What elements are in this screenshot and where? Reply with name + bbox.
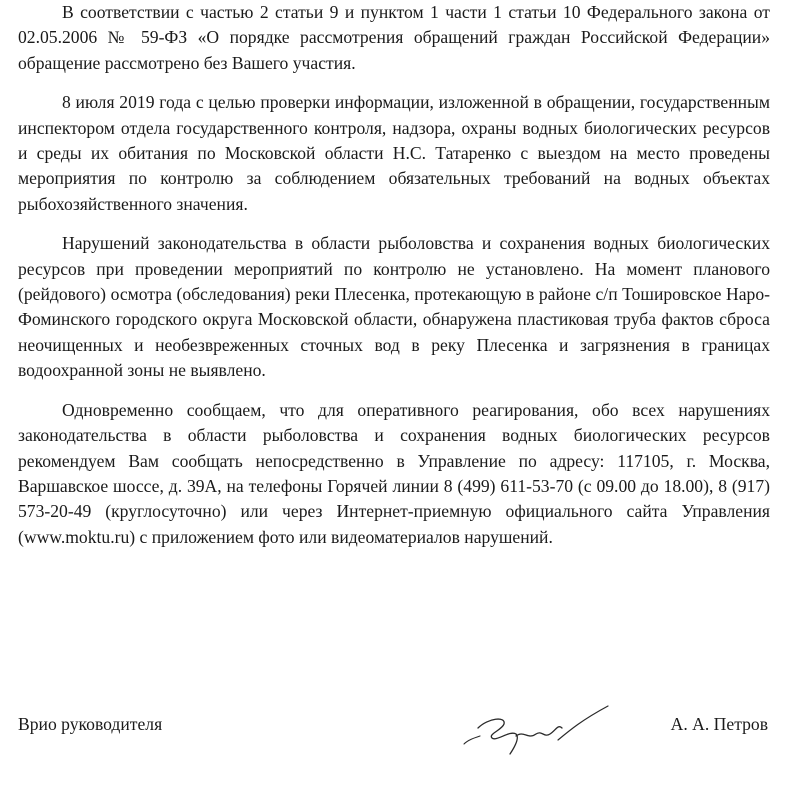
paragraph-findings: Нарушений законодательства в области рыболовства и сохранения водных биологических ресурсов при проведении мероприятий по контролю не установлено. На момент планового (рейдового) осмотра (обследования) реки Плесенка, протекающую в районе с/п Тошировское Наро-Фоминского городского округа Московской области, обнаружена пластиковая труба фактов сброса неочищенных и необезвреженных сточных вод в реку Плесенка и загрязнения в границах водоохранной зоны не выявлено. [18, 233, 770, 381]
paragraph-legal-basis: В соответствии с частью 2 статьи 9 и пунктом 1 части 1 статьи 10 Федерального закона от 02.05.2006 № 59-ФЗ «О порядке рассмотрения обращений граждан Российской Федерации» обращение рассмотрено без Вашего участия. [18, 2, 770, 73]
letter-page [18, 0, 770, 812]
signature-block [18, 700, 770, 770]
paragraph-contacts: Одновременно сообщаем, что для оперативного реагирования, обо всех нарушениях законодательства в области рыболовства и сохранения водных биологических ресурсов рекомендуем Вам сообщать непосредственно в Управление по адресу: 117105, г. Москва, Варшавское шоссе, д. 39А, на телефоны Горячей линии 8 (499) 611-53-70 (с 09.00 до 18.00), 8 (917) 573-20-49 (круглосуточно) или через Интернет-приемную официального сайта Управления (www.moktu.ru) с приложением фото или видеоматериалов нарушений. [18, 399, 770, 547]
signatory-name: А. А. Петров [670, 714, 768, 734]
paragraph-inspection: 8 июля 2019 года с целью проверки информации, изложенной в обращении, государственным инспектором отдела государственного контроля, надзора, охраны водных биологических ресурсов и среды их обитания по Московской области Н.С. Татаренко с выездом на место проведены мероприятия по контролю за соблюдением обязательных требований на водных объектах рыбохозяйственного значения. [18, 92, 770, 214]
letter-body [18, 0, 770, 550]
handwritten-signature-icon [458, 700, 618, 762]
signatory-position: Врио руководителя [18, 714, 163, 734]
